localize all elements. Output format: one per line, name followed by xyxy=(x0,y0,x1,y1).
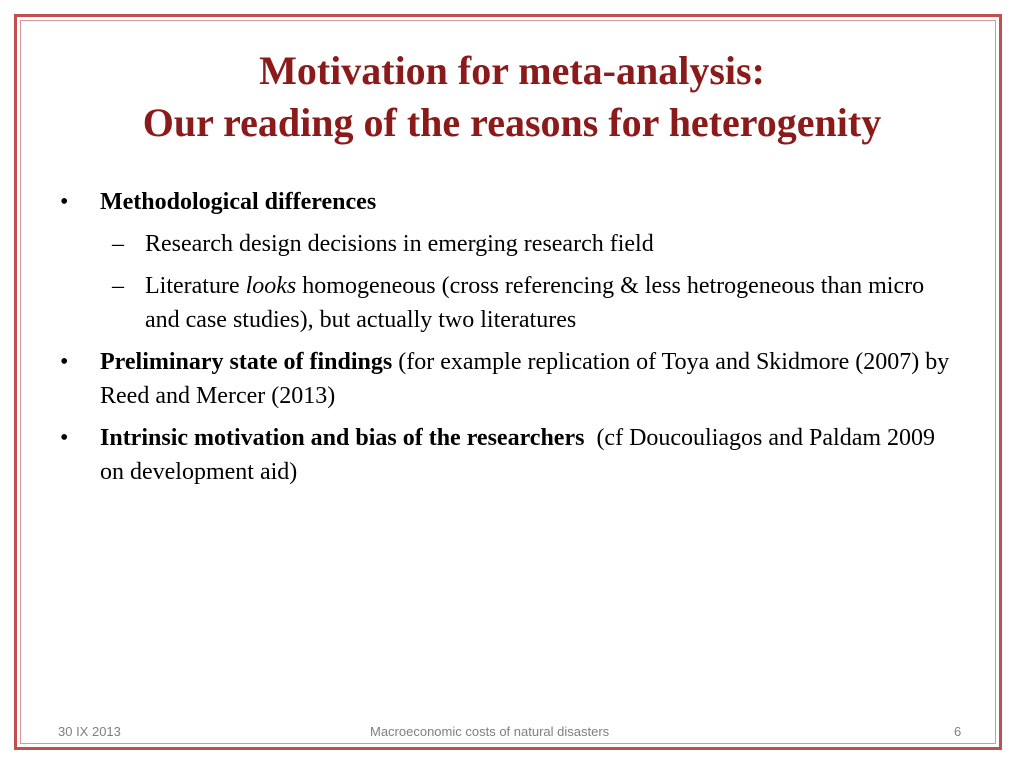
footer-title: Macroeconomic costs of natural disasters xyxy=(370,724,610,739)
bullet-heading: Intrinsic motivation and bias of the researchers xyxy=(100,425,585,451)
title-line-1: Motivation for meta-analysis: xyxy=(259,48,765,93)
sub-bullet-text: Research design decisions in emerging research field xyxy=(145,231,654,257)
sub-bullet-marker: – xyxy=(112,231,124,257)
title-line-2: Our reading of the reasons for heterogenity xyxy=(142,100,882,145)
bullet-marker: • xyxy=(60,349,69,375)
sub-bullet-literature-looks xyxy=(60,269,960,337)
footer-page-number: 6 xyxy=(954,724,962,739)
footer-date: 30 IX 2013 xyxy=(58,724,121,739)
sub-bullet-italic: looks xyxy=(245,273,297,299)
sub-bullet-text-after: homogeneous (cross referencing & less hetrogeneous than micro and case studies), but actually two literatures xyxy=(145,273,925,333)
sub-bullet-marker: – xyxy=(112,273,124,299)
bullet-marker: • xyxy=(60,189,69,215)
slide-title xyxy=(40,45,984,149)
sub-bullet-research-design xyxy=(60,227,960,261)
bullet-heading: Preliminary state of findings xyxy=(100,349,393,375)
sub-bullet-text: Literature xyxy=(145,273,246,299)
slide-content xyxy=(60,185,960,497)
bullet-methodological-differences xyxy=(60,185,960,219)
bullet-text: (cf Doucouliagos and Paldam 2009 on development aid) xyxy=(100,425,942,485)
bullet-text: (for example replication of Toya and Skidmore (2007) by Reed and Mercer (2013) xyxy=(100,349,950,409)
bullet-intrinsic-motivation xyxy=(60,421,960,489)
bullet-preliminary-findings xyxy=(60,345,960,413)
bullet-heading: Methodological differences xyxy=(100,189,377,215)
bullet-marker: • xyxy=(60,425,69,451)
